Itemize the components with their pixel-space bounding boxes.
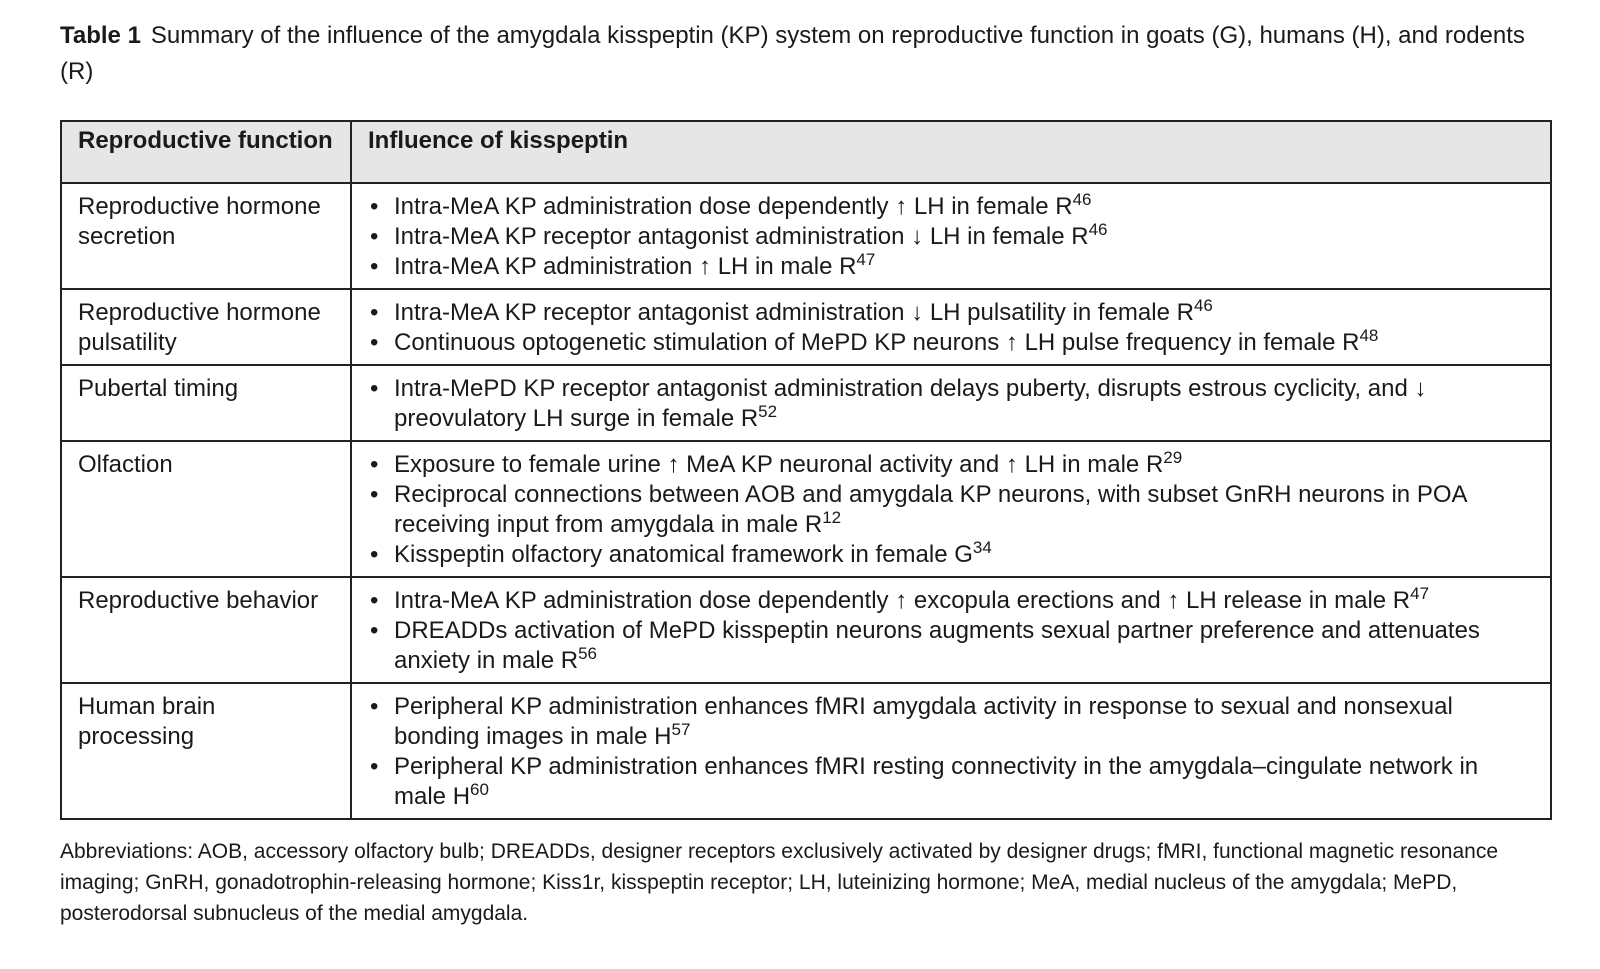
- influence-cell: [351, 577, 1551, 683]
- reference-number: 12: [822, 508, 842, 527]
- reference-number: 47: [1410, 584, 1430, 603]
- influence-item: [368, 374, 1534, 434]
- influence-item: [368, 586, 1534, 616]
- influence-text: Continuous optogenetic stimulation of MePD KP neurons ↑ LH pulse frequency in female R: [394, 329, 1360, 356]
- reproductive-function-cell: Reproductive behavior: [61, 577, 351, 683]
- influence-text: Intra-MeA KP administration dose dependently ↑ LH in female R: [394, 193, 1073, 220]
- influence-list: [368, 374, 1534, 434]
- reference-number: 47: [856, 250, 876, 269]
- reproductive-function-cell: Olfaction: [61, 441, 351, 577]
- reference-number: 46: [1193, 296, 1213, 315]
- reference-number: 57: [671, 720, 691, 739]
- influence-list: [368, 298, 1534, 358]
- influence-item: [368, 192, 1534, 222]
- reproductive-function-cell: Pubertal timing: [61, 365, 351, 441]
- table-row: [61, 441, 1551, 577]
- influence-item: [368, 328, 1534, 358]
- influence-item: [368, 540, 1534, 570]
- header-influence-of-kisspeptin: Influence of kisspeptin: [351, 121, 1551, 183]
- header-reproductive-function: Reproductive function: [61, 121, 351, 183]
- influence-item: [368, 752, 1534, 812]
- reference-number: 52: [758, 402, 778, 421]
- influence-list: [368, 192, 1534, 282]
- influence-item: [368, 222, 1534, 252]
- reference-number: 46: [1088, 220, 1108, 239]
- kisspeptin-table: [60, 120, 1552, 820]
- table-row: [61, 577, 1551, 683]
- influence-text: Peripheral KP administration enhances fMRI resting connectivity in the amygdala–cingulate network in male H: [394, 753, 1479, 810]
- reproductive-function-cell: Reproductive hormone pulsatility: [61, 289, 351, 365]
- header-row: [61, 121, 1551, 183]
- table-title: Summary of the influence of the amygdala kisspeptin (KP) system on reproductive function in goats (G), humans (H), and rodents (R): [60, 22, 1525, 85]
- reproductive-function-cell: Human brain processing: [61, 683, 351, 819]
- influence-item: [368, 252, 1534, 282]
- influence-cell: [351, 683, 1551, 819]
- table-row: [61, 183, 1551, 289]
- influence-cell: [351, 365, 1551, 441]
- influence-text: Exposure to female urine ↑ MeA KP neuronal activity and ↑ LH in male R: [394, 451, 1164, 478]
- influence-text: Reciprocal connections between AOB and amygdala KP neurons, with subset GnRH neurons in POA receiving input from amygdala in male R: [394, 481, 1467, 538]
- influence-item: [368, 616, 1534, 676]
- influence-cell: [351, 289, 1551, 365]
- table-body: [61, 183, 1551, 819]
- influence-item: [368, 450, 1534, 480]
- influence-text: Intra-MeA KP administration dose dependently ↑ excopula erections and ↑ LH release in male R: [394, 587, 1411, 614]
- influence-list: [368, 450, 1534, 570]
- influence-text: Kisspeptin olfactory anatomical framework in female G: [394, 541, 973, 568]
- influence-item: [368, 298, 1534, 328]
- reproductive-function-cell: Reproductive hormone secretion: [61, 183, 351, 289]
- table-row: [61, 289, 1551, 365]
- reference-number: 60: [470, 780, 489, 799]
- influence-item: [368, 692, 1534, 752]
- influence-list: [368, 692, 1534, 812]
- influence-text: Intra-MePD KP receptor antagonist administration delays puberty, disrupts estrous cyclicity, and ↓ preovulatory LH surge in female R: [394, 375, 1427, 432]
- abbreviations-footnote: Abbreviations: AOB, accessory olfactory bulb; DREADDs, designer receptors exclusively activated by designer drugs; fMRI, functional magnetic resonance imaging; GnRH, gonadotrophin-releasing hormone; Kiss1r, kisspeptin receptor; LH, luteinizing hormone; MeA, medial nucleus of the amygdala; MePD, posterodorsal subnucleus of the medial amygdala.: [60, 840, 1499, 925]
- table-row: [61, 365, 1551, 441]
- influence-text: Intra-MeA KP receptor antagonist administration ↓ LH in female R: [394, 223, 1089, 250]
- reference-number: 46: [1072, 190, 1092, 209]
- table-row: [61, 683, 1551, 819]
- reference-number: 56: [578, 644, 597, 663]
- influence-text: Peripheral KP administration enhances fMRI amygdala activity in response to sexual and nonsexual bonding images in male H: [394, 693, 1453, 750]
- influence-list: [368, 586, 1534, 676]
- table-label: Table 1: [60, 22, 141, 49]
- influence-item: [368, 480, 1534, 540]
- reference-number: 48: [1359, 326, 1379, 345]
- table-caption: [60, 18, 1560, 90]
- reference-number: 34: [972, 538, 992, 557]
- influence-text: Intra-MeA KP administration ↑ LH in male R: [394, 253, 857, 280]
- influence-cell: [351, 183, 1551, 289]
- reference-number: 29: [1163, 448, 1183, 467]
- influence-text: DREADDs activation of MePD kisspeptin neurons augments sexual partner preference and attenuates anxiety in male R: [394, 617, 1480, 674]
- influence-cell: [351, 441, 1551, 577]
- influence-text: Intra-MeA KP receptor antagonist administration ↓ LH pulsatility in female R: [394, 299, 1194, 326]
